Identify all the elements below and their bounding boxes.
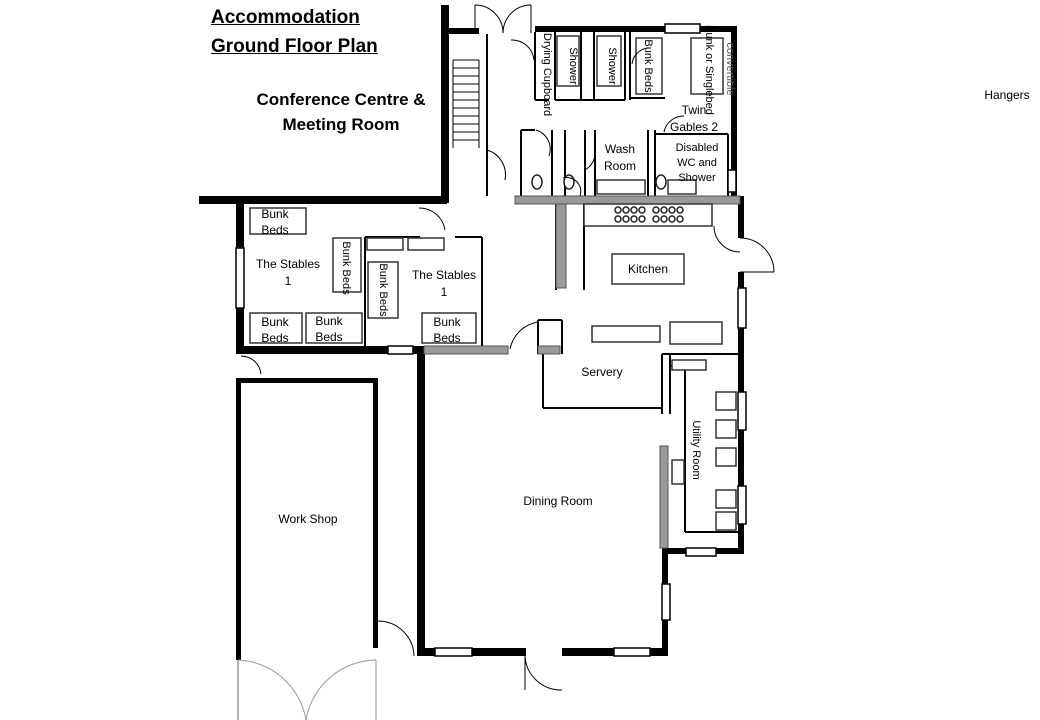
utility-sink xyxy=(672,460,684,484)
stables-1-label-a: The Stables xyxy=(255,257,321,271)
stables-2-label-b: 1 xyxy=(440,285,448,299)
dining-side-counter xyxy=(660,446,668,548)
wardrobe-1 xyxy=(367,238,403,250)
stairs xyxy=(453,60,479,148)
drying-cupboard-text: Drying Cupboard xyxy=(541,33,553,117)
dining-room-label: Dining Room xyxy=(523,494,593,508)
dining-right-wall-low xyxy=(662,620,668,656)
kitchen-left-counter xyxy=(556,204,566,288)
utility-bottom-1 xyxy=(662,548,686,554)
workshop-top-wall xyxy=(236,378,378,383)
utility-fridge xyxy=(672,360,706,370)
stables-1-label-b: 1 xyxy=(284,274,292,288)
utility-unit-4 xyxy=(716,490,736,508)
bunk-beds-vertical-2: Bunk Beds xyxy=(377,263,389,317)
servery-counter-2 xyxy=(670,322,722,344)
dining-bottom-3 xyxy=(562,648,614,656)
workshop-left-wall xyxy=(236,378,241,660)
stables-2-label-a: The Stables xyxy=(411,268,477,282)
bunk-beds-upper-label: Bunk Beds xyxy=(642,39,654,93)
servery-corner xyxy=(538,346,560,354)
dining-bottom-1 xyxy=(417,648,435,656)
disabled-label-3: Shower xyxy=(678,172,716,184)
wash-room-label-2: Room xyxy=(603,159,636,173)
disabled-label-2: WC and xyxy=(677,157,717,169)
stables-bottom-wall xyxy=(236,346,388,354)
conference-heading-1: Conference Centre & xyxy=(256,90,426,109)
hangers-label: Hangers xyxy=(984,88,1030,102)
dining-bottom-2 xyxy=(472,648,526,656)
beds-label-bottom-1: Beds xyxy=(261,331,289,345)
bunk-beds-vertical-1: Bunk Beds xyxy=(340,241,352,295)
bunk-or-singlebed-label: Bunk or Singlebed xyxy=(703,25,715,115)
beds-label-stables-2: Beds xyxy=(433,331,461,345)
wash-room-label-1: Wash xyxy=(604,142,636,156)
upper-counter-strip xyxy=(515,196,740,204)
servery-counter xyxy=(592,326,660,342)
kitchen-cooker-row xyxy=(584,204,712,226)
conference-wall xyxy=(441,5,449,203)
stables-counter-strip xyxy=(424,346,508,354)
bunk-label-top: Bunk xyxy=(261,207,289,221)
convertible-label: convertible xyxy=(724,42,736,96)
dining-left-wall xyxy=(417,354,425,656)
wash-basins xyxy=(597,180,645,194)
utility-unit-3 xyxy=(716,448,736,466)
twin-gables-label-2: Gables 2 xyxy=(669,120,719,134)
conference-heading-2: Meeting Room xyxy=(282,115,400,134)
title-line-2: Ground Floor Plan xyxy=(211,36,378,57)
beds-label-bottom-2: Beds xyxy=(315,330,343,344)
beds-label-top: Beds xyxy=(261,223,289,237)
utility-unit-5 xyxy=(716,512,736,530)
servery-label: Servery xyxy=(581,365,623,379)
upper-top-wall xyxy=(535,26,665,32)
work-shop-label: Work Shop xyxy=(278,512,338,526)
kitchen-label: Kitchen xyxy=(627,262,669,276)
drying-cupboard-label xyxy=(541,33,553,117)
bunk-label-stables-2: Bunk xyxy=(433,315,461,329)
wardrobe-2 xyxy=(408,238,444,250)
disabled-label-1: Disabled xyxy=(675,142,719,154)
workshop-right-wall xyxy=(373,378,378,648)
shower-2-label: Shower xyxy=(606,47,618,85)
twin-gables-label-1: Twin xyxy=(681,103,707,117)
title-line-1: Accommodation xyxy=(211,7,360,28)
utility-unit-2 xyxy=(716,420,736,438)
shower-1-label: Shower xyxy=(567,47,579,85)
utility-unit-1 xyxy=(716,392,736,410)
bunk-label-bottom-2: Bunk xyxy=(315,314,343,328)
utility-room-label: Utility Room xyxy=(690,420,702,480)
top-boundary-wall xyxy=(199,196,447,204)
bunk-label-bottom-1: Bunk xyxy=(261,315,289,329)
